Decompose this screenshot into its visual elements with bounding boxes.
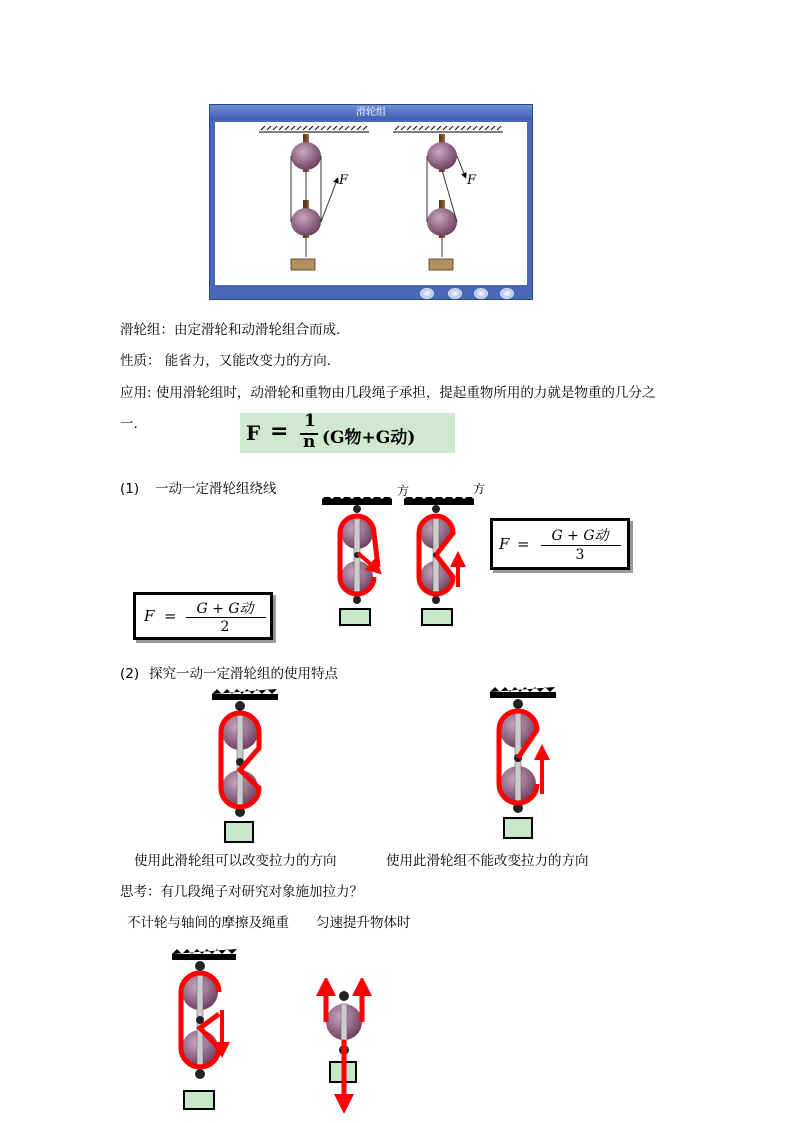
formula-box-three: F = G + G动 3: [490, 518, 630, 570]
window-control-button-2[interactable]: [448, 288, 462, 299]
section1-number: (1): [120, 481, 140, 497]
thinking-condition-1: 不计轮与轴间的摩擦及绳重: [127, 915, 289, 931]
pulley-diagram-three-segments: [402, 497, 482, 632]
section1-heading: 一动一定滑轮组绕线: [155, 481, 277, 497]
free-body-diagram: [312, 978, 382, 1113]
window-control-button-1[interactable]: [420, 288, 434, 299]
pulley-diagram-thinking: [160, 948, 250, 1113]
formula-equals: =: [270, 419, 289, 444]
formula-lhs: F: [246, 421, 261, 445]
pulley-diagram-changes-direction: [200, 688, 290, 850]
window-control-button-3[interactable]: [474, 288, 488, 299]
formula-body: (G物+G动): [322, 428, 416, 448]
formula-denominator: n: [303, 432, 316, 452]
window-content: [215, 122, 527, 285]
window-title: 滑轮组: [210, 105, 532, 120]
pulley-diagram-two-segments: [320, 497, 400, 632]
property-line: 性质： 能省力，又能改变力的方向.: [120, 353, 332, 369]
pulley-illustration: [215, 122, 527, 285]
caption-right: 使用此滑轮组不能改变拉力的方向: [386, 853, 589, 869]
force-label-left: F: [339, 173, 349, 188]
definition-line: 滑轮组：由定滑轮和动滑轮组合而成.: [120, 322, 341, 338]
section1-glyph-1: 方: [397, 484, 410, 498]
application-line: 应用: 使用滑轮组时，动滑轮和重物由几段绳子承担，提起重物所用的力就是物重的几分之: [120, 385, 656, 401]
formula-box: [240, 413, 455, 453]
formula-numerator: 1: [304, 411, 316, 431]
thinking-question: 思考：有几段绳子对研究对象施加拉力？: [120, 884, 363, 900]
application-line-end: 一.: [120, 416, 138, 432]
section1-glyph-2: 方: [473, 482, 486, 496]
caption-left: 使用此滑轮组可以改变拉力的方向: [134, 853, 337, 869]
pulley-diagram-no-direction-change: [480, 686, 570, 842]
force-label-right: F: [467, 173, 477, 188]
section2-heading: 探究一动一定滑轮组的使用特点: [149, 666, 338, 682]
thinking-condition-2: 匀速提升物体时: [316, 915, 411, 931]
formula-box-two: F = G + G动 2: [133, 592, 273, 640]
window-control-button-4[interactable]: [500, 288, 514, 299]
section2-number: (2): [120, 666, 140, 682]
pulley-animation-window: [209, 104, 533, 300]
